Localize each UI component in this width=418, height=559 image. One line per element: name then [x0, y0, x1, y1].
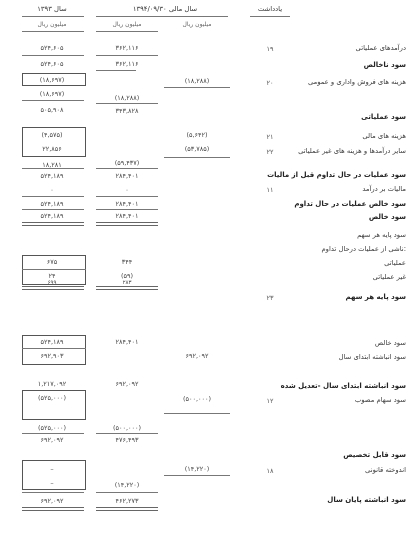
rule	[96, 492, 158, 493]
unit-col2: میلیون ریال	[112, 21, 142, 28]
label-eps-nonop: غیر عملیاتی	[372, 273, 406, 281]
header-rule-1	[22, 16, 84, 17]
value-fin-1394-detail: (۵,۶۴۲)	[186, 131, 208, 139]
label-eps-sub: ناشی از عملیات درحال تداوم:	[321, 245, 406, 253]
value-eps-sum-1393: ۶۹۹	[47, 280, 57, 286]
value-eps-op-1393: ۶۷۵	[46, 258, 58, 266]
rule	[164, 413, 230, 414]
label-eps-heading: سود پایه هر سهم	[357, 231, 406, 239]
label-pretax: سود عملیات در حال تداوم قبل از مالیات	[267, 171, 406, 179]
header-note: یادداشت	[257, 5, 283, 13]
label-other-income: سایر درآمدها و هزینه های غیر عملیاتی	[298, 147, 406, 155]
note-tax: ۱۱	[266, 186, 274, 194]
header-rule-2	[96, 16, 228, 17]
label-net-profit-2: سود خالص	[374, 339, 406, 347]
note-revenue: ۱۹	[266, 45, 274, 53]
value-pretax-1394: ۲۸۴,۴۰۱	[115, 172, 139, 180]
value-div-total-1394: (۵۰۰,۰۰۰)	[112, 424, 142, 432]
label-net-profit: سود خالص	[368, 213, 406, 221]
label-revenue: درآمدهای عملیاتی	[355, 44, 406, 52]
note-other: ۲۲	[266, 148, 274, 156]
value-eps-nonop-1393: ۲۴	[48, 272, 56, 280]
double-rule	[22, 507, 84, 511]
value-netcont-1394: ۲۸۴,۴۰۱	[115, 200, 139, 208]
label-eps-total: سود پایه هر سهم	[345, 293, 406, 301]
value-opening-adj-1394: ۶۹۲,۰۹۲	[115, 380, 139, 388]
double-rule	[96, 222, 158, 226]
rule	[96, 55, 158, 56]
value-sub1-1393: ۱۸,۲۸۱	[42, 161, 62, 169]
value-eps-nonop-1394: (۵۹)	[120, 272, 134, 280]
value-other-1394-detail: (۵۳,۷۸۵)	[184, 145, 210, 153]
rule	[96, 70, 136, 71]
rule	[96, 168, 158, 169]
value-gross-1394: ۳۶۲,۱۱۶	[115, 60, 139, 68]
value-other-1393: ۲۲,۸۵۶	[42, 145, 62, 153]
value-closing-1394: ۴۶۲,۲۷۳	[115, 497, 139, 505]
label-opening-adjusted: سود انباشته ابتدای سال -تعدیل شده	[280, 382, 406, 390]
label-closing-retained: سود انباشته پایان سال	[327, 496, 406, 504]
value-gross-1393: ۵۲۴,۶۰۵	[40, 60, 64, 68]
unit-col3: میلیون ریال	[182, 21, 212, 28]
value-admin-total-1393: (۱۸,۶۹۷)	[39, 90, 65, 98]
value-net2-1393: ۵۲۴,۱۸۹	[40, 338, 64, 346]
label-tax: مالیات بر درآمد	[362, 185, 406, 193]
rule	[22, 55, 84, 56]
rule	[22, 269, 86, 270]
label-gross-profit: سود ناخالص	[363, 61, 406, 69]
label-dividends: سود سهام مصوب	[354, 396, 406, 404]
rule	[96, 196, 158, 197]
value-fin-1393: (۴,۵۷۵)	[41, 131, 63, 139]
rule	[164, 475, 230, 476]
note-fin: ۲۱	[266, 133, 274, 141]
value-reserve-1393: –	[50, 465, 54, 473]
double-rule	[96, 286, 158, 290]
double-rule	[22, 222, 84, 226]
value-tax-1394: ۰	[125, 186, 129, 194]
value-revenue-1393: ۵۲۴,۶۰۵	[40, 44, 64, 52]
rule	[22, 209, 84, 210]
value-netcont-1393: ۵۲۴,۱۸۹	[40, 200, 64, 208]
value-alloc-1393: ۶۹۲,۰۹۲	[40, 436, 64, 444]
label-legal-reserve: اندوخته قانونی	[365, 466, 406, 474]
unit-rule-1	[22, 31, 84, 32]
value-other-1394: (۵۹,۴۳۷)	[114, 159, 140, 167]
double-rule	[96, 507, 158, 511]
value-net2-1394: ۲۸۴,۴۰۱	[115, 338, 139, 346]
value-div-1394-detail: (۵۰۰,۰۰۰)	[182, 395, 212, 403]
header-rule-3	[250, 16, 290, 17]
value-admin-1393: (۱۸,۶۹۷)	[39, 76, 65, 84]
value-div-total-1393: (۵۲۵,۰۰۰)	[37, 424, 67, 432]
rule	[96, 433, 158, 434]
label-admin-expenses: هزینه های فروش واداری و عمومی	[307, 78, 406, 86]
unit-rule-2	[96, 31, 158, 32]
rule	[22, 100, 84, 101]
value-pretax-1393: ۵۲۴,۱۸۹	[40, 172, 64, 180]
rule	[96, 209, 158, 210]
header-period-1394: سال مالی ۱۳۹۴/۰۹/۳۰	[132, 5, 198, 13]
value-opening-1394-detail: ۶۹۲,۰۹۲	[185, 352, 209, 360]
value-reserve-sum-1393: –	[50, 479, 54, 487]
value-admin-total-1394: (۱۸,۲۸۸)	[114, 94, 140, 102]
value-reserve-1394: (۱۴,۲۲۰)	[114, 481, 140, 489]
value-tax-1393: ۰	[50, 186, 54, 194]
note-eps: ۲۳	[266, 294, 274, 302]
value-eps-sum-1394: ۲۸۳	[122, 280, 132, 286]
label-eps-operating: عملیاتی	[384, 259, 406, 267]
unit-col1: میلیون ریال	[37, 21, 67, 28]
value-op-total-1393: ۵۰۵,۹۰۸	[40, 106, 64, 114]
rule	[22, 196, 84, 197]
value-eps-op-1394: ۳۴۴	[121, 258, 133, 266]
value-revenue-1394: ۳۶۲,۱۱۶	[115, 44, 139, 52]
rule	[22, 348, 86, 349]
note-admin: ۲۰	[266, 79, 274, 87]
value-op-total-1394: ۳۴۳,۸۲۸	[115, 107, 139, 115]
value-opening-1393: ۶۹۲,۹۰۳	[40, 352, 64, 360]
label-financial-cost: هزینه های مالی	[362, 132, 406, 140]
rule	[22, 433, 84, 434]
rule	[22, 492, 84, 493]
note-reserve: ۱۸	[266, 467, 274, 475]
rule	[96, 103, 158, 104]
value-div-1393: (۵۲۵,۰۰۰)	[37, 394, 67, 402]
value-net-1393: ۵۲۴,۱۸۹	[40, 212, 64, 220]
double-rule	[22, 286, 84, 290]
value-opening-adj-1393: ۱,۲۱۷,۰۹۲	[37, 380, 67, 388]
value-reserve-1394-detail: (۱۴,۲۲۰)	[184, 465, 210, 473]
rule	[164, 87, 230, 88]
label-distributable: سود قابل تخصیص	[343, 451, 406, 459]
label-operating-profit: سود عملیاتی	[361, 113, 406, 121]
value-closing-1393: ۶۹۲,۰۹۲	[40, 497, 64, 505]
value-alloc-1394: ۴۷۶,۴۹۳	[115, 436, 139, 444]
header-year-1393: سال ۱۳۹۳	[37, 5, 67, 13]
note-dividends: ۱۲	[266, 397, 274, 405]
rule	[164, 157, 230, 158]
value-admin-1394-detail: (۱۸,۲۸۸)	[184, 77, 210, 85]
label-opening-retained: سود انباشته ابتدای سال	[338, 353, 406, 361]
value-net-1394: ۲۸۴,۴۰۱	[115, 212, 139, 220]
rule	[22, 168, 84, 169]
label-net-continuing: سود خالص عملیات در حال تداوم	[294, 200, 406, 208]
